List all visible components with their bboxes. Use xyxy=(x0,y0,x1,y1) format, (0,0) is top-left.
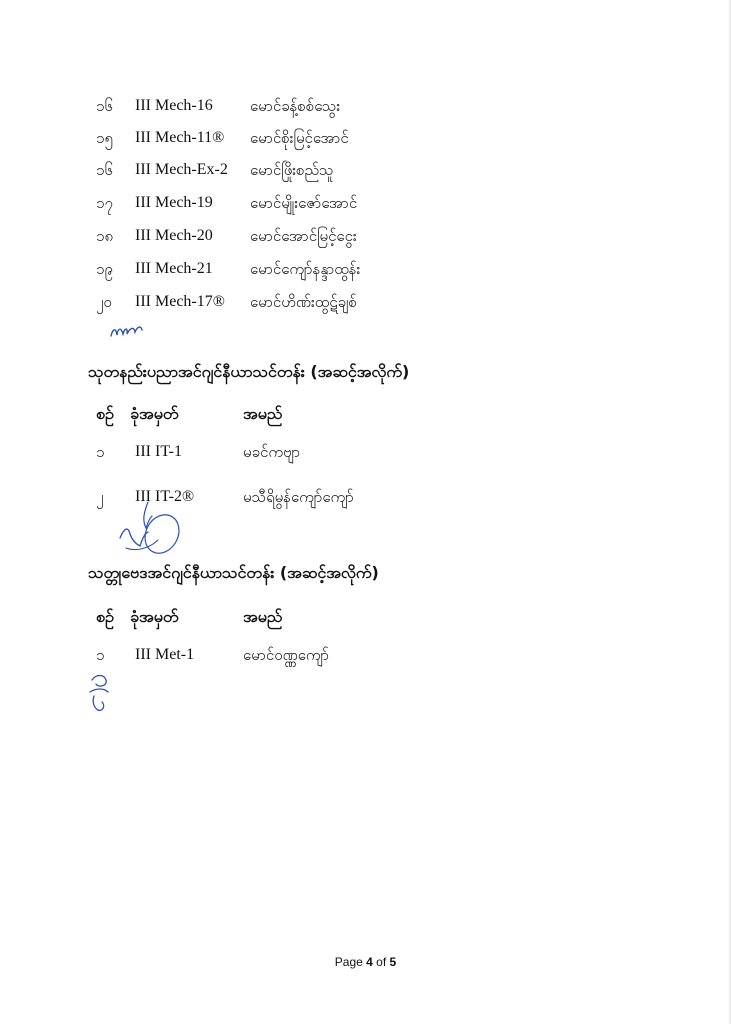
column-header-name: အမည် xyxy=(243,607,283,626)
student-name: မသီရိမွန်ကျော်ကျော် xyxy=(243,488,354,506)
student-name: မောင်အောင်မြင့်ငွေး xyxy=(250,227,357,245)
roll-number: III Mech-16 xyxy=(135,97,213,114)
column-header-number: စဉ် xyxy=(96,404,114,423)
row-number: ၁ xyxy=(96,646,105,664)
roll-number: III Met-1 xyxy=(135,646,195,663)
row-number: ၁၇ xyxy=(96,194,113,212)
row-number: ၁၆ xyxy=(96,161,113,179)
section-heading-it: သုတနည်းပညာအင်ဂျင်နီယာသင်တန်း (အဆင့်အလိုက်) xyxy=(88,362,410,381)
row-number: ၁၅ xyxy=(96,129,113,147)
page-number xyxy=(0,955,731,969)
student-name: မောင်စိုးမြင့်အောင် xyxy=(250,129,349,147)
row-number: ၂ xyxy=(96,488,104,506)
row-number: ၁၉ xyxy=(96,260,113,278)
roll-number: III Mech-Ex-2 xyxy=(135,161,228,178)
row-number: ၁ xyxy=(96,443,105,461)
section-heading-met: သတ္တုဗေဒအင်ဂျင်နီယာသင်တန်း (အဆင့်အလိုက်) xyxy=(88,563,379,582)
roll-number: III IT-2® xyxy=(135,488,195,505)
student-name: မခင်ကဗျာ xyxy=(243,443,301,461)
page-total: 5 xyxy=(389,955,397,969)
student-name: မောင်ဝဏ္ဏကျော် xyxy=(243,646,330,664)
handwritten-signature xyxy=(112,498,184,560)
page-prefix: Page xyxy=(334,955,367,969)
student-name: မောင်ဖြိုးစည်သူ xyxy=(250,161,334,179)
handwritten-initial xyxy=(86,670,116,716)
student-name: မောင်ကျော်နန္ဒာထွန်း xyxy=(250,260,361,278)
roll-number: III Mech-21 xyxy=(135,260,213,277)
student-name: မောင်ခန့်စစ်သွေး xyxy=(250,97,341,115)
roll-number: III Mech-20 xyxy=(135,227,213,244)
column-header-name: အမည် xyxy=(243,404,283,423)
roll-number: III IT-1 xyxy=(135,443,182,460)
student-name: မောင်ဟိဏ်းထွဋ်ချစ် xyxy=(250,293,357,311)
handwritten-initial xyxy=(108,318,148,342)
column-header-number: စဉ် xyxy=(96,607,114,626)
page-current: 4 xyxy=(366,955,373,969)
row-number: ၁၆ xyxy=(96,97,113,115)
roll-number: III Mech-17® xyxy=(135,293,225,310)
column-header-roll: ခုံအမှတ် xyxy=(130,607,179,626)
row-number: ၁၈ xyxy=(96,227,114,245)
student-name: မောင်မျိုးဇော်အောင် xyxy=(250,194,358,212)
row-number: ၂၀ xyxy=(96,293,112,311)
column-header-roll: ခုံအမှတ် xyxy=(130,404,179,423)
page-middle: of xyxy=(372,955,390,969)
roll-number: III Mech-11® xyxy=(135,129,225,146)
roll-number: III Mech-19 xyxy=(135,194,213,211)
